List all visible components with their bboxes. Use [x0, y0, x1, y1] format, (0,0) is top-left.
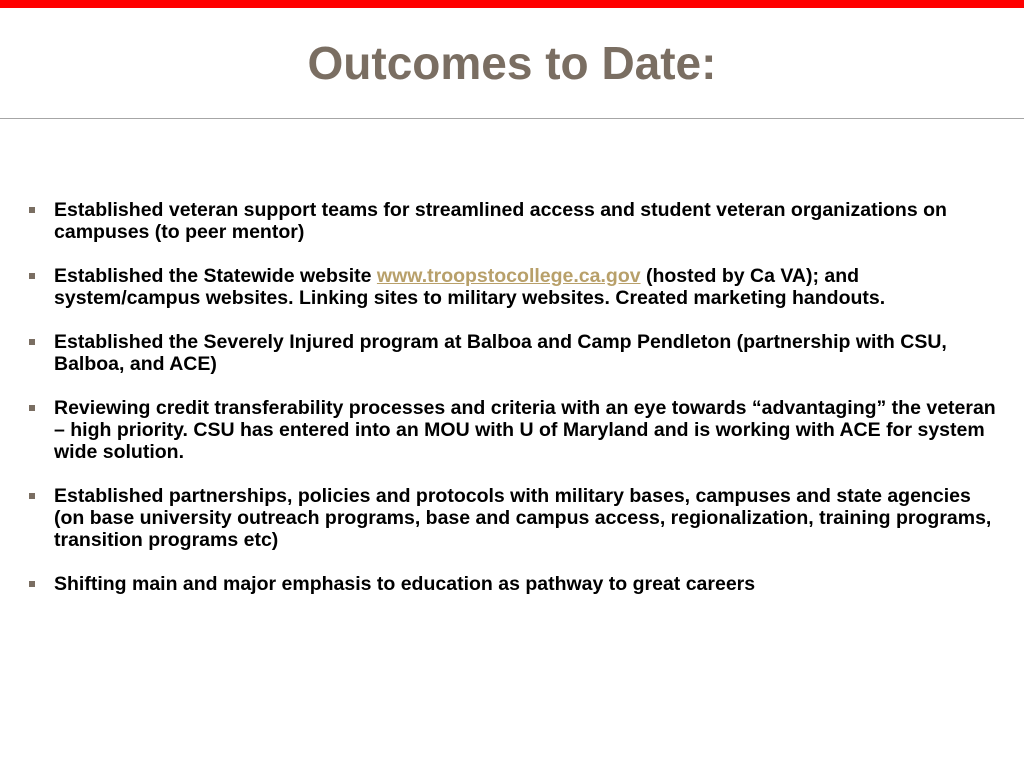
- website-link[interactable]: www.troopstocollege.ca.gov: [376, 265, 641, 287]
- bullet-item: [0, 199, 1024, 243]
- bullet-text: Reviewing credit transferability processes and criteria with an eye towards “advantaging” the veteran – high priority. CSU has entered into an MOU with U of Maryland and is working with ACE for system wide solution.: [54, 397, 996, 463]
- title-divider: [0, 118, 1024, 119]
- square-bullet-icon: [29, 273, 35, 279]
- bullet-item: [0, 265, 1024, 309]
- square-bullet-icon: [29, 207, 35, 213]
- bullet-text: Established veteran support teams for streamlined access and student veteran organizations on campuses (to peer mentor): [54, 199, 947, 243]
- bullet-item: [0, 331, 1024, 375]
- bullet-text: Established partnerships, policies and protocols with military bases, campuses and state agencies (on base university outreach programs, base and campus access, regionalization, training programs, transition programs etc): [54, 485, 992, 551]
- bullet-text: Shifting main and major emphasis to education as pathway to great careers: [54, 573, 756, 595]
- bullet-item: [0, 397, 1024, 463]
- square-bullet-icon: [29, 339, 35, 345]
- bullet-item: [0, 485, 1024, 551]
- square-bullet-icon: [29, 493, 35, 499]
- bullet-text: Established the Severely Injured program at Balboa and Camp Pendleton (partnership with CSU, Balboa, and ACE): [54, 331, 947, 375]
- top-accent-bar: [0, 0, 1024, 8]
- bullet-item: [0, 573, 1024, 595]
- bullet-list: [0, 199, 1024, 617]
- square-bullet-icon: [29, 581, 35, 587]
- square-bullet-icon: [29, 405, 35, 411]
- slide-title: Outcomes to Date:: [307, 37, 717, 89]
- bullet-text-before-link: Established the Statewide website: [54, 265, 377, 287]
- bullet-text-after-link: (hosted by Ca VA); and system/campus websites. Linking sites to military websites. Created marketing handouts.: [54, 265, 886, 309]
